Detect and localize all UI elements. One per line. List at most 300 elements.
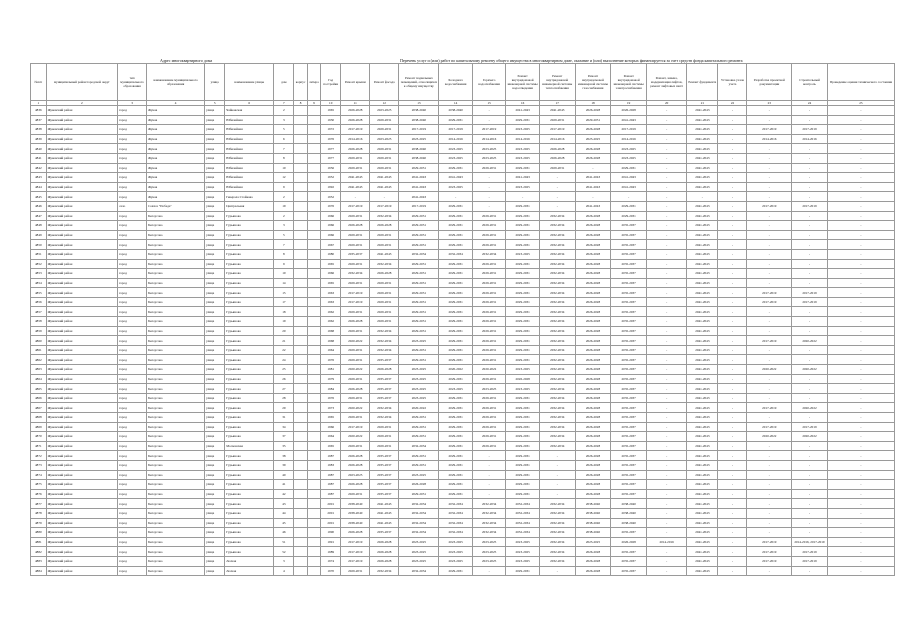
table-cell: 2035-2037 bbox=[611, 489, 647, 499]
table-cell: - bbox=[718, 307, 747, 317]
table-cell: 2041-2043 bbox=[370, 518, 399, 528]
table-cell bbox=[294, 393, 307, 403]
table-cell: 2029-2031 bbox=[399, 307, 439, 317]
table-cell: - bbox=[747, 374, 792, 384]
table-cell: 2038-2040 bbox=[439, 106, 472, 116]
table-cell: 2035-2037 bbox=[611, 403, 647, 413]
table-cell: 2041-2043 bbox=[687, 460, 718, 470]
table-cell: 2035-2037 bbox=[611, 384, 647, 394]
table-cell: - bbox=[647, 288, 687, 298]
col-header: Разработка проектной документации bbox=[747, 64, 792, 101]
table-cell bbox=[307, 508, 320, 518]
table-cell: Юбилейная bbox=[225, 144, 274, 154]
table-cell: 2032-2034 bbox=[539, 278, 575, 288]
table-cell: 2029-2031 bbox=[506, 432, 539, 442]
table-cell: 2032-2034 bbox=[506, 518, 539, 528]
table-cell: - bbox=[747, 192, 792, 202]
table-cell: - bbox=[827, 480, 894, 490]
table-cell: 2017-2019 bbox=[747, 403, 792, 413]
table-cell: 2023-2025 bbox=[575, 537, 611, 547]
table-cell: 2038-2040 bbox=[611, 508, 647, 518]
table-cell bbox=[307, 441, 320, 451]
table-cell bbox=[307, 374, 320, 384]
table-cell: 2029-2031 bbox=[472, 211, 505, 221]
table-cell: город bbox=[118, 163, 147, 173]
table-cell: 2041-2043 bbox=[539, 106, 575, 116]
table-cell: 2035-2037 bbox=[611, 547, 647, 557]
table-cell: - bbox=[827, 221, 894, 231]
table-cell bbox=[307, 528, 320, 538]
table-cell: Жуков bbox=[147, 144, 205, 154]
table-cell: - bbox=[792, 470, 828, 480]
table-cell: 2032-2034 bbox=[539, 528, 575, 538]
table-cell: 2023-2025 bbox=[399, 365, 439, 375]
table-cell: Центральная bbox=[225, 201, 274, 211]
table-cell: 4872 bbox=[31, 451, 47, 461]
table-cell: улица bbox=[205, 336, 225, 346]
table-cell: 2001 bbox=[321, 518, 341, 528]
table-cell: - bbox=[827, 192, 894, 202]
table-row bbox=[31, 384, 895, 394]
table-cell: 2026-2028 bbox=[341, 106, 370, 116]
table-cell: 2032-2034 bbox=[399, 508, 439, 518]
table-cell: 2032-2034 bbox=[539, 317, 575, 327]
table-cell bbox=[294, 441, 307, 451]
table-cell: 2029-2031 bbox=[370, 278, 399, 288]
table-cell: 2041-2043 bbox=[687, 528, 718, 538]
table-cell: 4868 bbox=[31, 413, 47, 423]
table-cell: 2029-2031 bbox=[370, 307, 399, 317]
table-cell: Белоусово bbox=[147, 499, 205, 509]
table-cell: 8 bbox=[274, 153, 294, 163]
table-cell: 37 bbox=[274, 432, 294, 442]
table-cell: улица bbox=[205, 221, 225, 231]
table-cell: 2041-2043 bbox=[611, 173, 647, 183]
table-cell: 4859 bbox=[31, 326, 47, 336]
table-cell: 2026-2028 bbox=[370, 365, 399, 375]
table-cell: Жуковский район bbox=[46, 528, 117, 538]
table-cell: улица bbox=[205, 413, 225, 423]
table-cell: Гурьянова bbox=[225, 288, 274, 298]
table-cell: улица bbox=[205, 393, 225, 403]
table-cell: - bbox=[747, 269, 792, 279]
table-cell: 1966 bbox=[321, 230, 341, 240]
table-cell: 4858 bbox=[31, 317, 47, 327]
table-cell bbox=[294, 240, 307, 250]
table-cell: - bbox=[718, 547, 747, 557]
table-cell: 2026-2028 bbox=[575, 259, 611, 269]
table-cell: 2029-2031 bbox=[341, 566, 370, 576]
table-cell: - bbox=[792, 518, 828, 528]
table-cell: 2032-2034 bbox=[399, 441, 439, 451]
table-cell: 2026-2028 bbox=[539, 144, 575, 154]
table-cell: 2023-2025 bbox=[472, 153, 505, 163]
table-cell: 2029-2031 bbox=[506, 297, 539, 307]
table-cell: 4873 bbox=[31, 460, 47, 470]
table-cell: - bbox=[647, 413, 687, 423]
table-cell: город bbox=[118, 221, 147, 231]
table-cell: 2026-2028 bbox=[341, 460, 370, 470]
table-cell: 2029-2031 bbox=[399, 345, 439, 355]
table-cell: город bbox=[118, 153, 147, 163]
table-cell: 43 bbox=[274, 499, 294, 509]
table-cell: - bbox=[472, 201, 505, 211]
col-header: Холодного водоснабжения bbox=[439, 64, 472, 101]
table-cell: город bbox=[118, 460, 147, 470]
table-cell: 2041-2043 bbox=[687, 432, 718, 442]
table-cell: 4836 bbox=[31, 106, 47, 116]
table-cell: 2035-2037 bbox=[611, 240, 647, 250]
table-cell: 2001 bbox=[321, 508, 341, 518]
table-cell bbox=[307, 278, 320, 288]
table-cell: 2029-2031 bbox=[506, 470, 539, 480]
table-cell: 2017-2019 bbox=[341, 547, 370, 557]
table-cell: 2026-2028 bbox=[575, 393, 611, 403]
table-cell: - bbox=[341, 192, 370, 202]
table-cell: 4879 bbox=[31, 518, 47, 528]
table-cell: Белоусово bbox=[147, 278, 205, 288]
table-cell: Гурьянова bbox=[225, 413, 274, 423]
table-cell: Генерала Стойкова bbox=[225, 192, 274, 202]
table-cell: - bbox=[792, 384, 828, 394]
table-cell: 2023-2025 bbox=[472, 384, 505, 394]
table-cell bbox=[307, 413, 320, 423]
table-cell: Жуковский район bbox=[46, 489, 117, 499]
table-cell: 2020-2022 bbox=[792, 432, 828, 442]
table-cell: 2029-2031 bbox=[472, 307, 505, 317]
table-cell: - bbox=[827, 422, 894, 432]
table-cell: улица bbox=[205, 144, 225, 154]
col-number: 19 bbox=[611, 101, 647, 106]
table-cell: - bbox=[647, 336, 687, 346]
table-cell: - bbox=[747, 451, 792, 461]
table-cell: 4863 bbox=[31, 365, 47, 375]
table-cell: Жуковский район bbox=[46, 355, 117, 365]
table-cell: 2029-2031 bbox=[472, 317, 505, 327]
table-cell: город bbox=[118, 345, 147, 355]
table-row bbox=[31, 422, 895, 432]
table-cell: 2035-2037 bbox=[611, 393, 647, 403]
table-cell: Белоусово bbox=[147, 345, 205, 355]
table-cell: Жуковский район bbox=[46, 317, 117, 327]
table-cell bbox=[294, 451, 307, 461]
table-cell: - bbox=[718, 182, 747, 192]
table-cell: город bbox=[118, 240, 147, 250]
table-cell bbox=[294, 460, 307, 470]
table-row bbox=[31, 201, 895, 211]
table-cell: 4855 bbox=[31, 288, 47, 298]
table-cell: 2017-2019 bbox=[792, 422, 828, 432]
table-row bbox=[31, 288, 895, 298]
table-row bbox=[31, 125, 895, 135]
col-number: 22 bbox=[718, 101, 747, 106]
table-cell: 1965 bbox=[321, 259, 341, 269]
table-cell: 1930 bbox=[321, 115, 341, 125]
table-cell: 2035-2037 bbox=[611, 365, 647, 375]
table-cell: 2032-2034 bbox=[539, 413, 575, 423]
table-cell: 7 bbox=[274, 144, 294, 154]
table-cell: - bbox=[647, 134, 687, 144]
table-row bbox=[31, 326, 895, 336]
table-cell: 2026-2028 bbox=[341, 317, 370, 327]
table-cell: 2035-2037 bbox=[611, 221, 647, 231]
table-cell: - bbox=[472, 489, 505, 499]
table-cell: - bbox=[792, 153, 828, 163]
table-cell: 2023-2025 bbox=[399, 556, 439, 566]
table-cell: 2029-2031 bbox=[341, 326, 370, 336]
table-cell: Жуковский район bbox=[46, 518, 117, 528]
table-cell: улица bbox=[205, 489, 225, 499]
table-cell: Белоусово bbox=[147, 403, 205, 413]
table-cell: - bbox=[792, 307, 828, 317]
table-cell: 2029-2031 bbox=[539, 115, 575, 125]
table-cell: 8 bbox=[274, 249, 294, 259]
table-cell: 2026-2028 bbox=[506, 374, 539, 384]
table-cell: 2032-2034 bbox=[399, 566, 439, 576]
col-header: Установка узлов учета bbox=[718, 64, 747, 101]
table-cell: 20 bbox=[274, 326, 294, 336]
table-cell: 2035-2037 bbox=[611, 259, 647, 269]
table-cell: 1973 bbox=[321, 403, 341, 413]
table-cell: Жуков bbox=[147, 182, 205, 192]
table-cell: - bbox=[792, 163, 828, 173]
table-cell: 2029-2031 bbox=[506, 413, 539, 423]
table-cell: улица bbox=[205, 345, 225, 355]
table-cell: 4851 bbox=[31, 249, 47, 259]
table-cell: - bbox=[827, 508, 894, 518]
table-cell: - bbox=[747, 317, 792, 327]
table-cell: 2032-2034 bbox=[539, 355, 575, 365]
table-cell: - bbox=[718, 451, 747, 461]
table-cell: 2041-2043 bbox=[399, 182, 439, 192]
table-cell: 4843 bbox=[31, 173, 47, 183]
table-cell: 2041-2043 bbox=[439, 173, 472, 183]
table-row bbox=[31, 489, 895, 499]
table-cell: - bbox=[575, 163, 611, 173]
table-row bbox=[31, 230, 895, 240]
table-cell: - bbox=[718, 153, 747, 163]
table-cell bbox=[307, 470, 320, 480]
table-cell: 1962 bbox=[321, 317, 341, 327]
table-cell: Жуковский район bbox=[46, 221, 117, 231]
table-cell: 2029-2031 bbox=[341, 374, 370, 384]
table-cell: 2029-2031 bbox=[472, 221, 505, 231]
table-cell: 2041-2043 bbox=[399, 173, 439, 183]
table-cell: 2041-2043 bbox=[687, 259, 718, 269]
table-cell: 2029-2031 bbox=[506, 163, 539, 173]
table-cell: улица bbox=[205, 278, 225, 288]
table-cell: 2029-2031 bbox=[506, 230, 539, 240]
table-cell bbox=[294, 106, 307, 116]
table-cell bbox=[307, 115, 320, 125]
table-cell: Белоусово bbox=[147, 221, 205, 231]
table-cell: 2032-2034 bbox=[472, 518, 505, 528]
table-cell: город bbox=[118, 326, 147, 336]
table-cell: Жуков bbox=[147, 192, 205, 202]
table-cell: Гурьянова bbox=[225, 422, 274, 432]
table-cell: Жуков bbox=[147, 106, 205, 116]
table-cell bbox=[307, 556, 320, 566]
table-cell: - bbox=[647, 508, 687, 518]
table-cell: 2023-2025 bbox=[439, 384, 472, 394]
table-cell: 2023-2025 bbox=[439, 547, 472, 557]
table-cell: улица bbox=[205, 460, 225, 470]
table-cell: - bbox=[439, 192, 472, 202]
table-cell: 2017-2019 bbox=[341, 288, 370, 298]
table-cell: - bbox=[792, 317, 828, 327]
col-number: 20 bbox=[647, 101, 687, 106]
table-cell: 2035-2037 bbox=[370, 480, 399, 490]
table-cell: 2026-2028 bbox=[575, 249, 611, 259]
table-cell: - bbox=[747, 528, 792, 538]
table-cell: Жуков bbox=[147, 163, 205, 173]
table-cell: 26 bbox=[274, 374, 294, 384]
table-cell bbox=[294, 403, 307, 413]
table-cell: 2041-2043 bbox=[687, 365, 718, 375]
table-cell: Гурьянова bbox=[225, 432, 274, 442]
table-cell: 4882 bbox=[31, 547, 47, 557]
table-cell: Жуковский район bbox=[46, 173, 117, 183]
table-cell: 2029-2031 bbox=[341, 441, 370, 451]
table-cell: 27 bbox=[274, 384, 294, 394]
table-cell: - bbox=[792, 441, 828, 451]
table-cell: 2029-2031 bbox=[341, 278, 370, 288]
table-cell: - bbox=[647, 355, 687, 365]
table-cell: 2029-2031 bbox=[506, 451, 539, 461]
table-cell: Белоусово bbox=[147, 470, 205, 480]
table-cell: - bbox=[718, 556, 747, 566]
table-cell: - bbox=[718, 269, 747, 279]
table-cell: 2017-2019 bbox=[399, 125, 439, 135]
table-row bbox=[31, 106, 895, 116]
table-cell: 4852 bbox=[31, 259, 47, 269]
table-cell: 45 bbox=[274, 518, 294, 528]
table-cell: 2035-2037 bbox=[611, 269, 647, 279]
table-cell: 4875 bbox=[31, 480, 47, 490]
table-cell: 4869 bbox=[31, 422, 47, 432]
table-cell: 2032-2034 bbox=[539, 518, 575, 528]
table-cell: 41 bbox=[274, 480, 294, 490]
table-cell: Жуковский район bbox=[46, 480, 117, 490]
table-cell: - bbox=[575, 192, 611, 202]
table-cell: 2029-2031 bbox=[439, 297, 472, 307]
table-cell bbox=[294, 163, 307, 173]
table-cell: Жуковский район bbox=[46, 345, 117, 355]
table-cell: - bbox=[792, 115, 828, 125]
table-cell bbox=[307, 355, 320, 365]
table-cell: улица bbox=[205, 384, 225, 394]
table-cell: 2032-2034 bbox=[370, 336, 399, 346]
table-cell: Гурьянова bbox=[225, 480, 274, 490]
table-cell: 2014-2016 bbox=[747, 134, 792, 144]
table-cell: - bbox=[647, 153, 687, 163]
table-cell: 2035-2037 bbox=[370, 460, 399, 470]
table-cell: 2038-2040 bbox=[611, 518, 647, 528]
table-cell: 1966 bbox=[321, 422, 341, 432]
table-cell: 2029-2031 bbox=[439, 115, 472, 125]
table-cell: 2026-2028 bbox=[575, 365, 611, 375]
table-cell bbox=[307, 451, 320, 461]
table-cell: 2029-2031 bbox=[472, 441, 505, 451]
table-cell bbox=[294, 307, 307, 317]
table-cell: Жуковский район bbox=[46, 182, 117, 192]
table-cell: 2041-2043 bbox=[687, 499, 718, 509]
table-cell: Жуковский район bbox=[46, 134, 117, 144]
table-cell: - bbox=[827, 259, 894, 269]
table-cell: 1990 bbox=[321, 528, 341, 538]
table-cell: Жуковский район bbox=[46, 470, 117, 480]
table-cell: улица bbox=[205, 163, 225, 173]
table-cell: 2038-2040 bbox=[575, 499, 611, 509]
table-cell: Белоусово bbox=[147, 422, 205, 432]
table-cell: - bbox=[827, 470, 894, 480]
table-cell: 2032-2034 bbox=[539, 269, 575, 279]
table-cell bbox=[294, 489, 307, 499]
table-cell: 1983 bbox=[321, 460, 341, 470]
table-cell: 29 bbox=[274, 403, 294, 413]
table-cell: Гурьянова bbox=[225, 259, 274, 269]
table-cell: Гурьянова bbox=[225, 307, 274, 317]
table-cell bbox=[294, 144, 307, 154]
table-cell: - bbox=[792, 182, 828, 192]
table-cell: 2017-2019 bbox=[747, 556, 792, 566]
table-cell: 2029-2031 bbox=[341, 489, 370, 499]
table-cell bbox=[294, 547, 307, 557]
table-cell: - bbox=[827, 182, 894, 192]
table-cell: 2029-2031 bbox=[472, 345, 505, 355]
table-cell: - bbox=[472, 451, 505, 461]
table-cell: Белоусово bbox=[147, 460, 205, 470]
table-cell: улица bbox=[205, 297, 225, 307]
table-cell: 2029-2031 bbox=[341, 230, 370, 240]
table-cell: 2029-2031 bbox=[399, 297, 439, 307]
table-cell: 2032-2034 bbox=[370, 259, 399, 269]
table-cell: 17 bbox=[274, 297, 294, 307]
table-cell: 1992 bbox=[321, 182, 341, 192]
table-cell: 2017-2019 bbox=[747, 201, 792, 211]
table-cell: - bbox=[792, 173, 828, 183]
table-cell: 2035-2037 bbox=[370, 393, 399, 403]
table-cell: 2035-2037 bbox=[611, 480, 647, 490]
table-cell: - bbox=[827, 345, 894, 355]
table-cell: 2032-2034 bbox=[539, 441, 575, 451]
table-cell: улица bbox=[205, 153, 225, 163]
table-cell: 2029-2031 bbox=[439, 259, 472, 269]
table-cell: - bbox=[747, 345, 792, 355]
table-cell: 2029-2031 bbox=[370, 422, 399, 432]
col-number: 7 bbox=[274, 101, 294, 106]
table-cell: Гурьянова bbox=[225, 317, 274, 327]
table-cell: 2032-2034 bbox=[539, 211, 575, 221]
table-cell: 4878 bbox=[31, 508, 47, 518]
table-cell: 2023-2025 bbox=[506, 384, 539, 394]
table-cell: 2026-2028 bbox=[575, 432, 611, 442]
table-cell: - bbox=[647, 297, 687, 307]
table-cell: 2029-2031 bbox=[439, 470, 472, 480]
table-cell: 9 bbox=[274, 259, 294, 269]
table-cell: - bbox=[827, 134, 894, 144]
table-cell: 2041-2043 bbox=[687, 566, 718, 576]
table-cell: 5 bbox=[274, 230, 294, 240]
table-cell: 2029-2031 bbox=[439, 451, 472, 461]
table-cell: 2032-2034 bbox=[370, 566, 399, 576]
table-cell: 2023-2025 bbox=[506, 144, 539, 154]
table-cell: - bbox=[718, 221, 747, 231]
table-cell bbox=[294, 192, 307, 202]
table-cell: 2026-2028 bbox=[575, 345, 611, 355]
table-cell: - bbox=[827, 413, 894, 423]
table-cell: 2029-2031 bbox=[506, 201, 539, 211]
